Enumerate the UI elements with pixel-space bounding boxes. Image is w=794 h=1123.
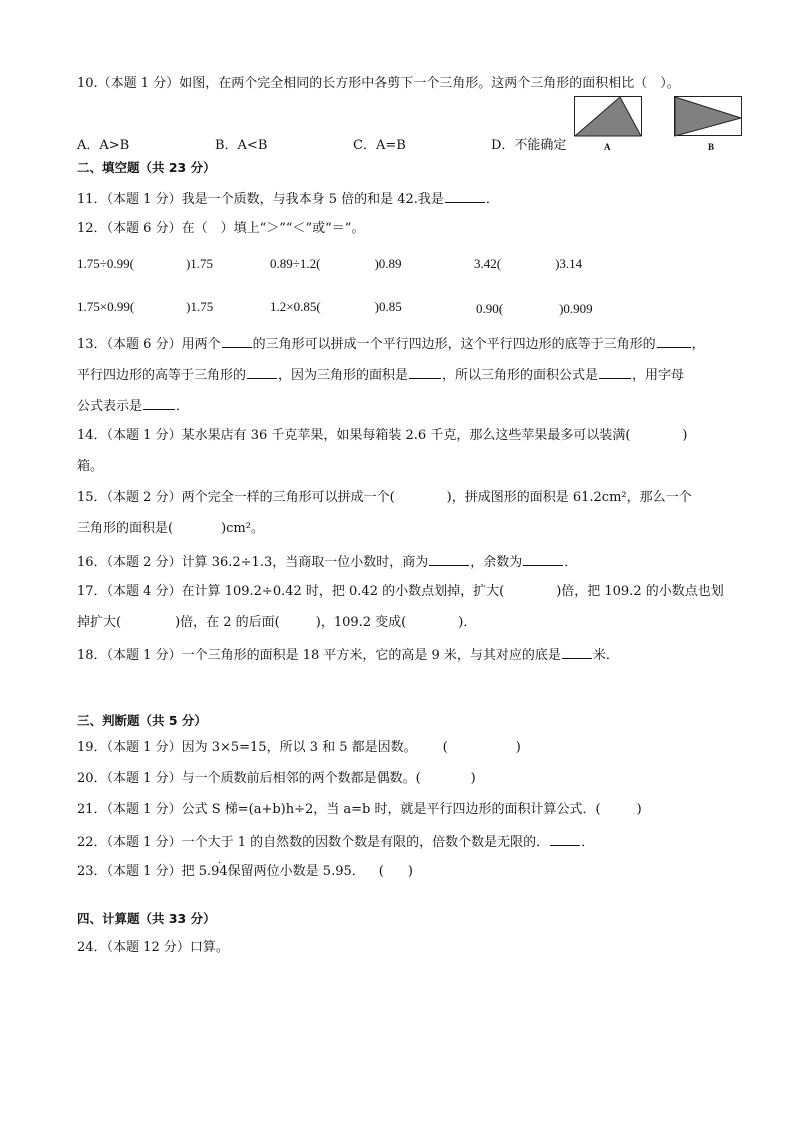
q18-a: 18．（本题 1 分）一个三角形的面积是 18 平方米，它的高是 9 米，与其对应的底是 <box>77 648 561 663</box>
question-20 <box>77 771 476 787</box>
q15-l1-a: 15．（本题 2 分）两个完全一样的三角形可以拼成一个( <box>77 490 395 505</box>
q12-r2c-left: 0.90( <box>476 301 504 316</box>
q17-l2-a: 掉扩大( <box>77 615 122 630</box>
q18-blank[interactable] <box>562 646 592 659</box>
question-21 <box>77 802 642 818</box>
q11-answer-blank[interactable] <box>445 190 485 203</box>
q12-row1-a <box>77 256 213 272</box>
q17-l1-b: )倍，把 109.2 的小数点也划 <box>556 584 724 599</box>
q14-l1-a: 14．（本题 1 分）某水果店有 36 千克苹果，如果每箱装 2.6 千克，那么这些苹果最多可以装满( <box>77 428 631 443</box>
q23-b: 保留两位小数是 5.95． <box>227 864 365 879</box>
q13-l1-a: 13．（本题 6 分）用两个 <box>77 337 221 352</box>
figure-a-label: A <box>604 142 611 152</box>
q12-r2a-left: 1.75×0.99( <box>77 299 135 314</box>
q20-a: 20．（本题 1 分）与一个质数前后相邻的两个数都是偶数。( <box>77 771 421 786</box>
q12-r2c-right: )0.909 <box>559 301 593 316</box>
q17-l2-d: )． <box>458 615 477 630</box>
q13-l2-a: 平行四边形的高等于三角形的 <box>77 368 247 383</box>
q12-row1-c <box>474 256 582 272</box>
question-12-stem: 12．（本题 6 分）在（ ）填上“＞”“＜”或“＝”。 <box>77 221 365 236</box>
q12-r1b-right: )0.89 <box>374 256 402 271</box>
figure-b-label: B <box>708 142 715 152</box>
question-17-line-2 <box>77 615 476 631</box>
q22-a: 22．（本题 1 分）一个大于 1 的自然数的因数个数是有限的，倍数个数是无限的． <box>77 835 550 850</box>
q12-r2b-right: )0.85 <box>374 299 402 314</box>
q12-r1c-right: )3.14 <box>555 256 583 271</box>
q13-blank-1[interactable] <box>222 335 252 348</box>
question-14-line-1 <box>77 428 687 444</box>
question-10-stem: 10.（本题 1 分）如图，在两个完全相同的长方形中各剪下一个三角形。这两个三角形的面积相比（ ）。 <box>77 76 680 91</box>
q15-l2-a: 三角形的面积是( <box>77 521 174 536</box>
question-17-line-1 <box>77 584 724 600</box>
question-15-line-1 <box>77 490 692 506</box>
q17-l2-b: )倍，在 2 的后面( <box>175 615 280 630</box>
q16-b: ，余数为 <box>470 555 523 570</box>
q10-option-d: D．不能确定 <box>491 138 567 153</box>
q13-blank-6[interactable] <box>143 397 175 410</box>
figure-b <box>674 96 742 138</box>
q12-r1a-right: )1.75 <box>185 256 214 271</box>
q10-option-b: B．A<B <box>215 138 268 153</box>
question-16 <box>77 553 577 571</box>
q22-b: ． <box>581 835 595 850</box>
q23-repeating-digits: · 94 <box>211 864 228 880</box>
q23-a: 23．（本题 1 分）把 5. <box>77 864 212 879</box>
q11-text: 11．（本题 1 分）我是一个质数，与我本身 5 倍的和是 42.我是 <box>77 192 444 207</box>
q19-paren-close: ) <box>515 740 521 755</box>
q13-l1-b: 的三角形可以拼成一个平行四边形，这个平行四边形的底等于三角形的 <box>252 337 656 352</box>
q12-r1b-left: 0.89÷1.2( <box>270 256 321 271</box>
q13-blank-4[interactable] <box>409 366 441 379</box>
question-11 <box>77 190 499 208</box>
section-4-title: 四、计算题（共 33 分） <box>77 911 216 926</box>
q13-l3-b: ． <box>176 399 190 414</box>
question-24: 24．（本题 12 分）口算。 <box>77 940 229 955</box>
q13-l2-d: ，用字母 <box>632 368 685 383</box>
question-13-line-1 <box>77 335 705 353</box>
question-15-line-2 <box>77 521 264 537</box>
question-14-line-2: 箱。 <box>77 459 104 474</box>
q13-l3-a: 公式表示是 <box>77 399 143 414</box>
q16-blank-1[interactable] <box>429 553 469 566</box>
q13-l1-c: ， <box>691 337 705 352</box>
q12-row2-b <box>270 299 402 315</box>
q13-blank-3[interactable] <box>247 366 277 379</box>
q22-blank[interactable] <box>550 833 580 846</box>
q19-paren-open: ( <box>442 740 448 755</box>
q16-c: ． <box>564 555 578 570</box>
q10-option-c: C．A=B <box>353 138 406 153</box>
q21-a: 21．（本题 1 分）公式 S 梯=(a+b)h÷2，当 a=b 时，就是平行四边形的面积计算公式．( <box>77 802 601 817</box>
q13-blank-2[interactable] <box>657 335 691 348</box>
question-18 <box>77 646 619 664</box>
q12-row2-c <box>476 301 593 317</box>
section-2-title: 二、填空题（共 23 分） <box>77 160 216 175</box>
q13-l2-b: ，因为三角形的面积是 <box>278 368 409 383</box>
q23-paren-open: ( <box>378 864 384 879</box>
question-19 <box>77 740 521 756</box>
q12-row1-b <box>270 256 402 272</box>
q18-b: 米． <box>592 648 619 663</box>
question-23 <box>77 864 413 880</box>
section-3-title: 三、判断题（共 5 分） <box>77 713 207 728</box>
q13-l2-c: ，所以三角形的面积公式是 <box>442 368 599 383</box>
figure-a <box>574 96 642 138</box>
q17-l1-a: 17．（本题 4 分）在计算 109.2÷0.42 时，把 0.42 的小数点划掉，扩大( <box>77 584 505 599</box>
q16-blank-2[interactable] <box>523 553 563 566</box>
q21-paren-close: ) <box>636 802 642 817</box>
q19-a: 19．（本题 1 分）因为 3×5=15，所以 3 和 5 都是因数。 <box>77 740 417 755</box>
q23-paren-close: ) <box>407 864 413 879</box>
q14-l1-b: ) <box>682 428 688 443</box>
question-13-line-3 <box>77 397 189 415</box>
q15-l2-b: )cm²。 <box>221 521 264 536</box>
q12-r1c-left: 3.42( <box>474 256 502 271</box>
q17-l2-c: )，109.2 变成( <box>315 615 407 630</box>
q13-blank-5[interactable] <box>599 366 631 379</box>
q12-r2b-left: 1.2×0.85( <box>270 299 321 314</box>
q12-row2-a <box>77 299 213 315</box>
q12-r1a-left: 1.75÷0.99( <box>77 256 134 271</box>
question-22 <box>77 833 594 851</box>
q15-l1-b: )，拼成图形的面积是 61.2cm²，那么一个 <box>446 490 692 505</box>
q16-a: 16．（本题 2 分）计算 36.2÷1.3，当商取一位小数时，商为 <box>77 555 429 570</box>
q12-r2a-right: )1.75 <box>186 299 214 314</box>
q11-end: ． <box>485 192 499 207</box>
q20-paren-close: ) <box>470 771 476 786</box>
question-13-line-2 <box>77 366 684 384</box>
q10-option-a: A．A>B <box>77 138 130 153</box>
